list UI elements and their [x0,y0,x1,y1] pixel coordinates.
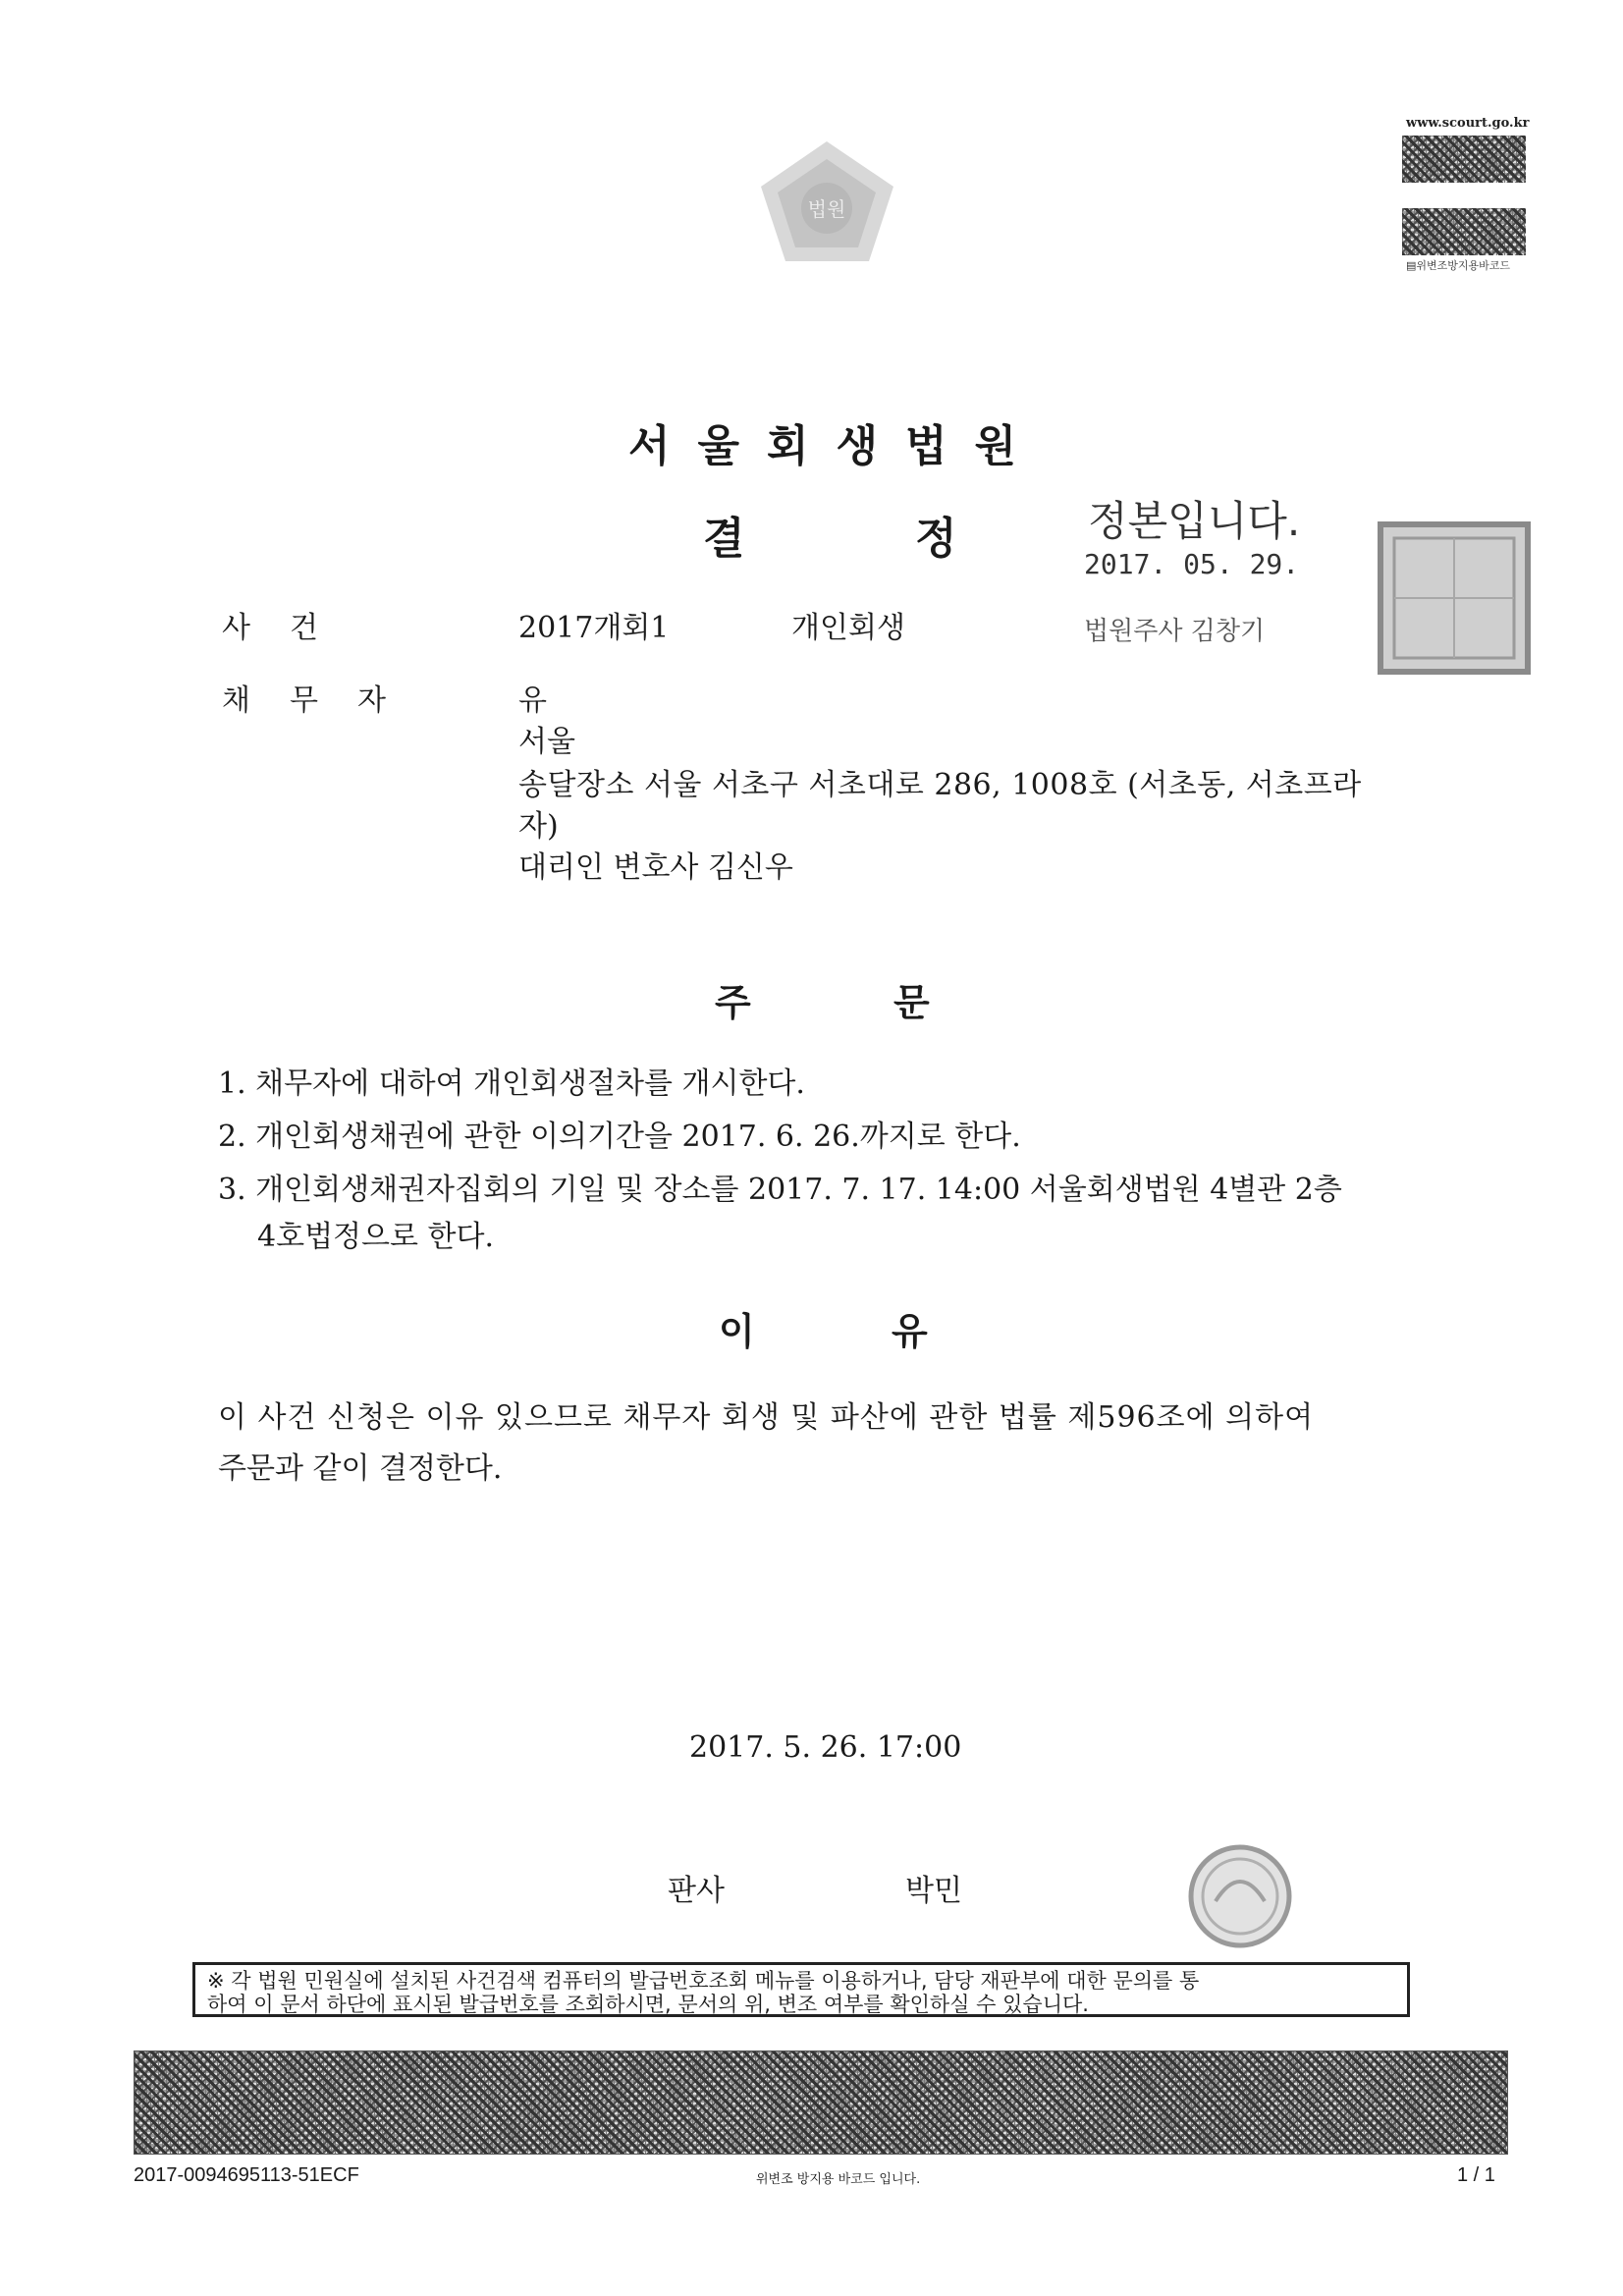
legal-agent: 대리인 변호사 김신우 [518,850,793,885]
order-heading-second: 문 [893,981,930,1024]
debtor-address: 서울 [518,725,575,759]
court-url: www.scourt.go.kr [1406,116,1530,131]
emblem-text: 법원 [807,197,846,221]
official-seal [1377,520,1532,676]
debtor-label: 채무자 [222,683,425,718]
barcode-note: 위변조 방지용 바코드 입니다. [756,2172,921,2187]
issue-number: 2017-0094695113-51ECF [134,2164,359,2186]
doc-title-char: 정 [915,514,957,564]
anti-forgery-barcode [134,2050,1508,2155]
service-address-continued: 자) [518,809,559,844]
service-address: 송달장소 서울 서초구 서초대로 286, 1008호 (서초동, 서초프라 [518,768,1362,802]
order-item: 2. 개인회생채권에 관한 이의기간을 2017. 6. 26.까지로 한다. [218,1120,1021,1154]
reason-heading-first: 이 [719,1310,755,1353]
judge-name: 박민 [905,1874,962,1908]
verification-notice [192,1962,1410,2017]
judge-seal-icon [1186,1842,1294,1950]
barcode-top [1402,136,1526,183]
reason-text-line: 주문과 같이 결정한다. [218,1451,503,1486]
certification-title: 정본입니다. [1088,497,1301,545]
doc-title-char: 결 [703,514,745,564]
order-item-continued: 4호법정으로 한다. [257,1220,495,1254]
doc-title-first [703,503,745,566]
page-number: 1 / 1 [1457,2164,1495,2186]
case-label: 사건 [222,611,357,645]
court-emblem-icon [756,137,898,265]
reason-text-line: 이 사건 신청은 이유 있으므로 채무자 회생 및 파산에 관한 법률 제596조에 의하여 [218,1400,1315,1435]
certification-officer: 법원주사 김창기 [1084,617,1266,646]
court-name: 서울회생법원 [628,421,1045,471]
case-type: 개인회생 [791,611,905,645]
notice-line: ※ 각 법원 민원실에 설치된 사건검색 컴퓨터의 발급번호조회 메뉴를 이용하거나, 담당 재판부에 대한 문의를 통 [207,1969,1200,1993]
order-item: 1. 채무자에 대하여 개인회생절차를 개시한다. [218,1066,805,1101]
barcode-middle [1402,208,1526,255]
barcode-caption: ▤위변조방지용바코드 [1406,259,1511,272]
notice-line: 하여 이 문서 하단에 표시된 발급번호를 조회하시면, 문서의 위, 변조 여부를 확인하실 수 있습니다. [207,1993,1089,2016]
order-heading-first: 주 [715,981,751,1024]
judge-label: 판사 [668,1874,725,1908]
certification-date: 2017. 05. 29. [1084,548,1300,580]
case-number: 2017개회1 [518,611,670,645]
reason-heading-second: 유 [892,1310,928,1353]
order-item: 3. 개인회생채권자집회의 기일 및 장소를 2017. 7. 17. 14:00 서울회생법원 4별관 2층 [218,1173,1342,1207]
decision-datetime: 2017. 5. 26. 17:00 [689,1730,962,1765]
debtor-name: 유 [518,683,547,718]
doc-title-second [915,503,957,566]
